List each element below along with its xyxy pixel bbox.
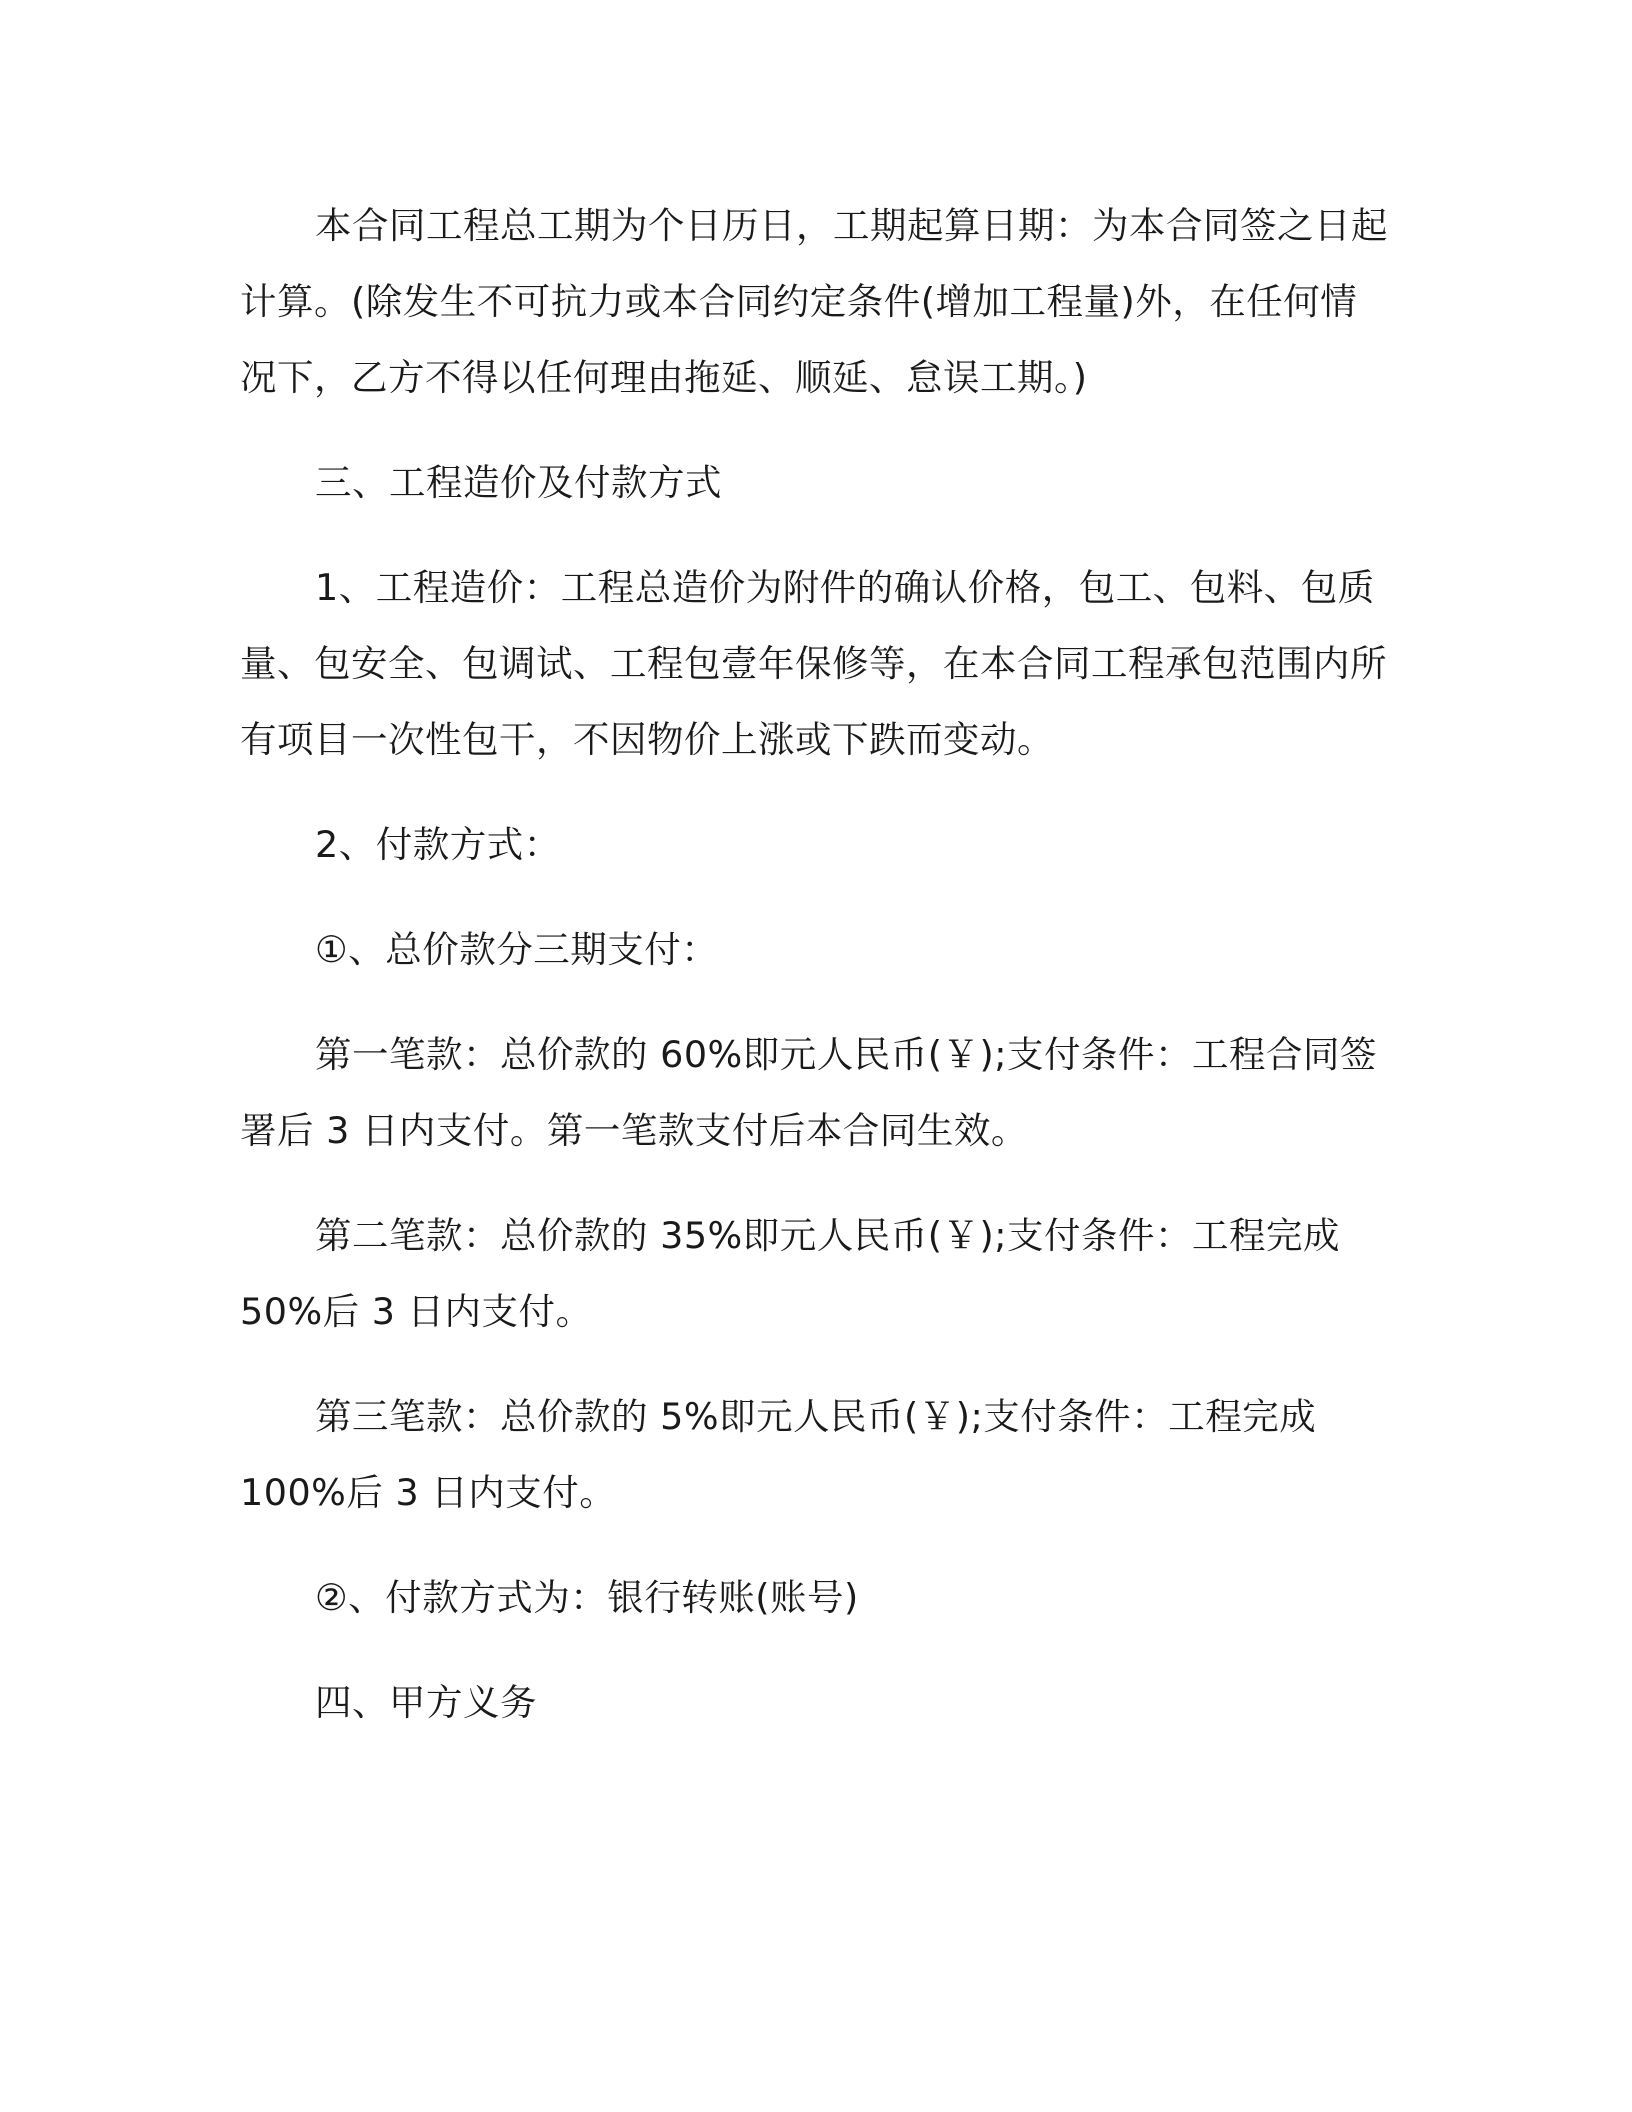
paragraph-second-payment: 第二笔款：总价款的 35%即元人民币(￥);支付条件：工程完成 50%后 3 日内支付。 (240, 1214, 1353, 1333)
paragraph-first-payment: 第一笔款：总价款的 60%即元人民币(￥);支付条件：工程合同签署后 3 日内支付。第一笔款支付后本合同生效。 (240, 1033, 1378, 1152)
section-heading-party-a-obligations: 四、甲方义务 (315, 1681, 537, 1724)
paragraph-bank-transfer: ②、付款方式为：银行转账(账号) (315, 1576, 859, 1619)
paragraph-installments: ①、总价款分三期支付： (315, 928, 719, 971)
paragraph-third-payment: 第三笔款：总价款的 5%即元人民币(￥);支付条件：工程完成 100%后 3 日内支付。 (240, 1395, 1329, 1514)
paragraph-payment-method-heading: 2、付款方式： (315, 823, 561, 866)
paragraph-construction-period: 本合同工程总工期为个日历日，工期起算日期：为本合同签之日起计算。(除发生不可抗力或本合同约定条件(增加工程量)外，在任何情况下，乙方不得以任何理由拖延、顺延、怠误工期。) (240, 204, 1388, 399)
paragraph-project-cost: 1、工程造价：工程总造价为附件的确认价格，包工、包料、包质量、包安全、包调试、工程包壹年保修等，在本合同工程承包范围内所有项目一次性包干，不因物价上涨或下跌而变动。 (240, 566, 1387, 761)
section-heading-price-payment: 三、工程造价及付款方式 (315, 461, 722, 504)
document-page (240, 188, 1390, 1741)
